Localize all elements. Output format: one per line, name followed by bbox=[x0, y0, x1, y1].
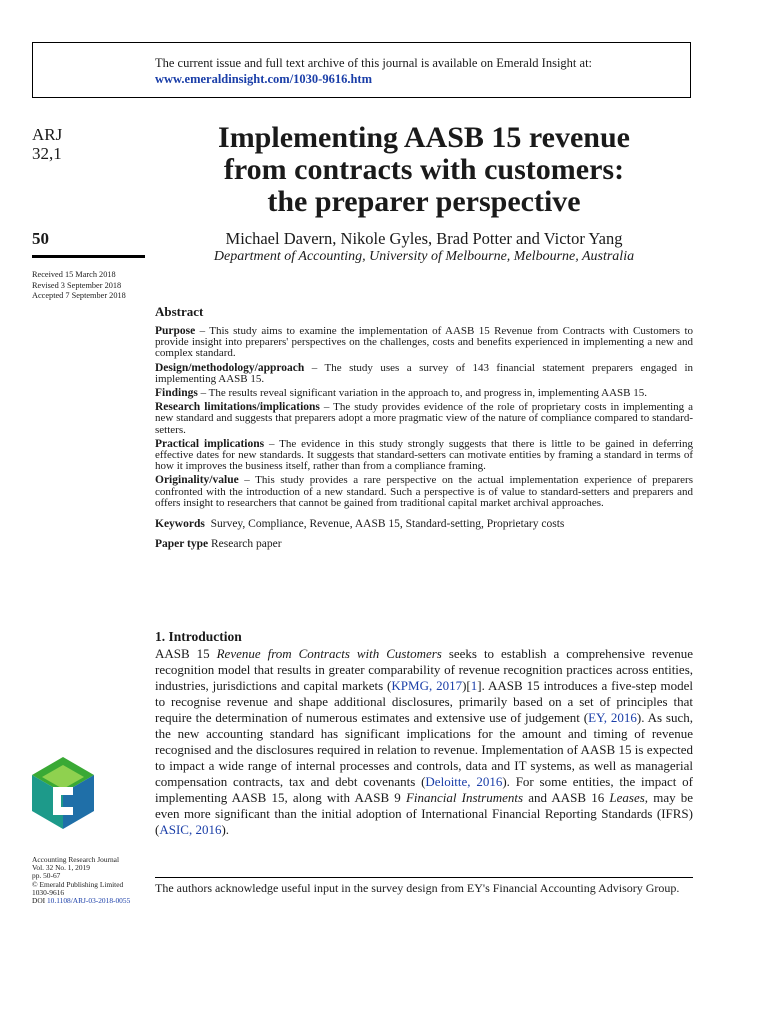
text-run: ). bbox=[221, 822, 230, 837]
keywords bbox=[155, 519, 693, 530]
authors: Michael Davern, Nikole Gyles, Brad Potter and Victor Yang bbox=[225, 229, 623, 248]
journal-footer bbox=[32, 856, 130, 905]
footer-doi bbox=[32, 897, 130, 905]
footer-issn: 1030-9616 bbox=[32, 887, 65, 897]
page-number: 50 bbox=[32, 229, 49, 248]
paper-type bbox=[155, 539, 693, 550]
introduction-section bbox=[155, 629, 693, 838]
text-run: ). For some entities, the impact of implementing AASB 15, along with AASB 9 bbox=[155, 774, 693, 805]
keywords-list: Survey, Compliance, Revenue, AASB 15, Standard-setting, Proprietary costs bbox=[210, 518, 565, 531]
citation-link[interactable]: Deloitte, 2016 bbox=[425, 774, 503, 789]
citation-link[interactable]: KPMG, 2017 bbox=[391, 678, 463, 693]
acknowledgement: The authors acknowledge useful input in the survey design from EY's Financial Accounting Advisory Group. bbox=[155, 881, 680, 895]
text-run-italic: Leases bbox=[609, 790, 645, 805]
emerald-logo-icon bbox=[32, 757, 94, 829]
footnote-link[interactable]: 1 bbox=[470, 678, 478, 693]
footer-volume: Vol. 32 No. 1, 2019 bbox=[32, 863, 90, 873]
section-heading: 1. Introduction bbox=[155, 629, 242, 644]
title-line-2: from contracts with customers: bbox=[223, 153, 625, 186]
banner-text bbox=[155, 55, 592, 87]
text-run-italic: Revenue from Contracts with Customers bbox=[216, 646, 442, 661]
paper-type-value: Research paper bbox=[211, 538, 282, 551]
abstract-text: – The results reveal significant variation in the approach to, and progress in, implementing AASB 15. bbox=[197, 387, 648, 400]
abstract-purpose bbox=[155, 326, 693, 360]
abstract-text: – This study provides a rare perspective on the actual implementation experience of preparers confronted with the introduction of a new standard. Such a perspective is of value to standard-setters and preparers and offers insight to researchers that cannot be gained from traditional capital market archival approaches. bbox=[155, 474, 693, 509]
introduction-paragraph bbox=[155, 646, 693, 838]
title-line-1: Implementing AASB 15 revenue bbox=[218, 121, 630, 154]
abstract-practical bbox=[155, 439, 693, 473]
journal-url-link[interactable]: www.emeraldinsight.com/1030-9616.htm bbox=[155, 72, 372, 86]
doi-link[interactable]: 10.1108/ARJ-03-2018-0055 bbox=[46, 896, 131, 906]
citation-link[interactable]: EY, 2016 bbox=[588, 710, 637, 725]
article-dates bbox=[32, 270, 126, 302]
article-title bbox=[150, 122, 698, 218]
abstract bbox=[155, 305, 693, 550]
abstract-text: – The study uses a survey of 143 financial statement preparers engaged in implementing AASB 15. bbox=[155, 361, 693, 385]
footer-pages: pp. 50-67 bbox=[32, 871, 61, 881]
text-run: ). As such, the new accounting standard has significant implications for the amount and timing of revenue recognised and the disclosures required in relation to revenue. Implementation of AASB 15 is expected to impact a wide range of internal processes and controls, data and IT systems, as well as managerial compensation contracts, tax and debt covenants ( bbox=[155, 710, 694, 789]
text-run-italic: Financial Instruments bbox=[405, 790, 524, 805]
abstract-heading: Abstract bbox=[155, 304, 204, 319]
abstract-label: Design/methodology/approach bbox=[155, 361, 305, 374]
abstract-label: Research limitations/implications bbox=[155, 401, 320, 414]
sidebar-rule bbox=[32, 255, 145, 258]
abstract-originality bbox=[155, 475, 693, 509]
abstract-text: – The study provides evidence of the role of proprietary costs in implementing a new standard and suggests that preparers adopt a more pragmatic view of the nature of compliance compared to standard-setters. bbox=[155, 401, 694, 436]
title-line-3: the preparer perspective bbox=[267, 185, 581, 218]
abstract-text: – This study aims to examine the implementation of AASB 15 Revenue from Contracts with Customers to provide insight into preparers' perspectives on the challenges, costs and benefits experienced in implementing a new and complex standard. bbox=[155, 325, 693, 360]
text-run: AASB 15 bbox=[155, 646, 217, 661]
abstract-label: Originality/value bbox=[155, 474, 239, 487]
citation-link[interactable]: ASIC, 2016 bbox=[159, 822, 222, 837]
journal-code bbox=[32, 125, 62, 163]
doi-label: DOI bbox=[32, 896, 47, 906]
date-revised: Revised 3 September 2018 bbox=[32, 280, 122, 290]
affiliation: Department of Accounting, University of Melbourne, Melbourne, Australia bbox=[213, 249, 635, 264]
paper-type-label: Paper type bbox=[155, 538, 209, 551]
text-run: ]. AASB 15 introduces a five-step model to recognise revenue and shape additional disclosures, primarily based on a set of principles that require the determination of numerous estimates and extensive use of judgement ( bbox=[155, 678, 693, 725]
abstract-text: – The evidence in this study strongly suggests that there is little to be gained in deferring effective dates for new standards. It suggests that standard-setters can motivate entities by framing a standard in terms of how it improves the business itself, rather than from a compliance framing. bbox=[155, 437, 693, 473]
text-run: seeks to establish a comprehensive revenue recognition model that results in greater comparability of revenue recognition practices across entities, industries, jurisdictions and capital markets ( bbox=[155, 646, 693, 693]
banner-line: The current issue and full text archive of this journal is available on Emerald Insight at: bbox=[155, 56, 593, 70]
footer-journal: Accounting Research Journal bbox=[32, 855, 120, 864]
text-run: and AASB 16 bbox=[523, 790, 610, 805]
journal-banner bbox=[32, 42, 691, 98]
footnote-rule bbox=[155, 877, 693, 878]
footer-publisher: © Emerald Publishing Limited bbox=[32, 879, 124, 889]
text-run: , may be even more significant than the initial adoption of International Financial Reporting Standards (IFRS) ( bbox=[155, 790, 694, 837]
journal-abbrev: ARJ bbox=[32, 125, 63, 144]
abstract-design bbox=[155, 363, 693, 385]
journal-volume: 32,1 bbox=[32, 144, 62, 163]
abstract-findings bbox=[155, 388, 693, 399]
date-received: Received 15 March 2018 bbox=[32, 270, 116, 279]
abstract-label: Findings bbox=[155, 387, 198, 400]
keywords-label: Keywords bbox=[155, 518, 205, 531]
date-accepted: Accepted 7 September 2018 bbox=[32, 291, 126, 300]
abstract-label: Practical implications bbox=[155, 437, 265, 450]
abstract-label: Purpose bbox=[155, 325, 196, 337]
text-run: )[ bbox=[462, 678, 471, 693]
abstract-limitations bbox=[155, 402, 693, 436]
